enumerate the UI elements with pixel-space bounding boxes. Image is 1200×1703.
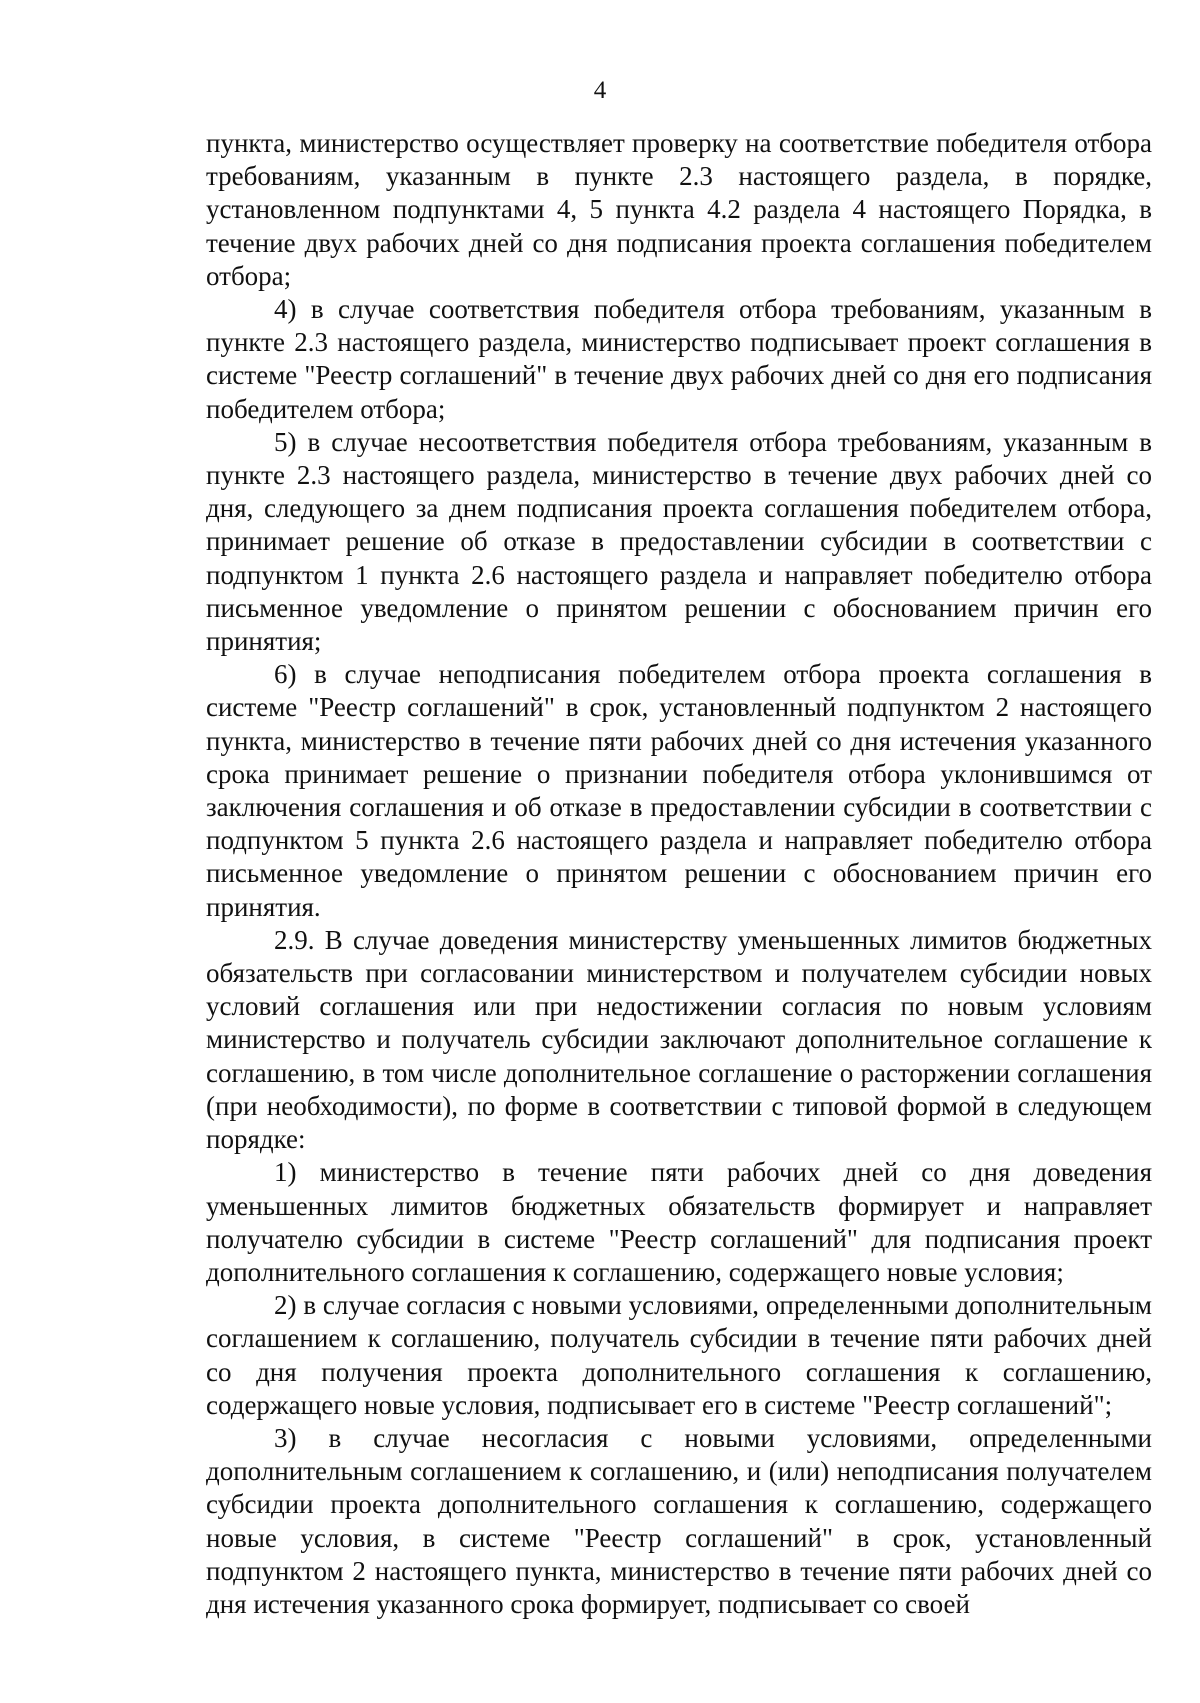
- page-number: 4: [593, 77, 607, 104]
- paragraph-continuation: пункта, министерство осуществляет проверку на соответствие победителя отбора требованиям, указанным в пункте 2.3 настоящего раздела, в порядке, установленном подпунктами 4, 5 пункта 4.2 раздела 4 настоящего Порядка, в течение двух рабочих дней со дня подписания проекта соглашения победителем отбора;: [206, 128, 1152, 291]
- paragraph-subitem-2: 2) в случае согласия с новыми условиями, определенными дополнительным соглашением к соглашению, получатель субсидии в течение пяти рабочих дней со дня получения проекта дополнительного соглашения к соглашению, содержащего новые условия, подписывает его в системе "Реестр соглашений";: [206, 1290, 1152, 1420]
- document-body: [206, 127, 1152, 1621]
- paragraph-subitem-5: 5) в случае несоответствия победителя отбора требованиям, указанным в пункте 2.3 настоящего раздела, министерство в течение двух рабочих дней со дня, следующего за днем подписания проекта соглашения победителем отбора, принимает решение об отказе в предоставлении субсидии в соответствии с подпунктом 1 пункта 2.6 настоящего раздела и направляет победителю отбора письменное уведомление о принятом решении с обоснованием причин его принятия;: [206, 426, 1152, 657]
- paragraph-subitem-3: 3) в случае несогласия с новыми условиями, определенными дополнительным соглашением к соглашению, и (или) неподписания получателем субсидии проекта дополнительного соглашения к соглашению, содержащего новые условия, в системе "Реестр соглашений" в срок, установленный подпунктом 2 настоящего пункта, министерство в течение пяти рабочих дней со дня истечения указанного срока формирует, подписывает со своей: [206, 1422, 1152, 1619]
- paragraph-subitem-1: 1) министерство в течение пяти рабочих дней со дня доведения уменьшенных лимитов бюджетных обязательств формирует и направляет получателю субсидии в системе "Реестр соглашений" для подписания проект дополнительного соглашения к соглашению, содержащего новые условия;: [206, 1157, 1152, 1287]
- paragraph-subitem-6: 6) в случае неподписания победителем отбора проекта соглашения в системе "Реестр соглашений" в срок, установленный подпунктом 2 настоящего пункта, министерство в течение пяти рабочих дней со дня истечения указанного срока принимает решение о признании победителя отбора уклонившимся от заключения соглашения и об отказе в предоставлении субсидии в соответствии с подпунктом 5 пункта 2.6 настоящего раздела и направляет победителю отбора письменное уведомление о принятом решении с обоснованием причин его принятия.: [206, 659, 1152, 922]
- paragraph-section-2-9: 2.9. В случае доведения министерству уменьшенных лимитов бюджетных обязательств при согласовании министерством и получателем субсидии новых условий соглашения или при недостижении согласия по новым условиям министерство и получатель субсидии заключают дополнительное соглашение к соглашению, в том числе дополнительное соглашение о расторжении соглашения (при необходимости), по форме в соответствии с типовой формой в следующем порядке:: [206, 924, 1152, 1155]
- paragraph-subitem-4: 4) в случае соответствия победителя отбора требованиям, указанным в пункте 2.3 настоящего раздела, министерство подписывает проект соглашения в системе "Реестр соглашений" в течение двух рабочих дней со дня его подписания победителем отбора;: [206, 294, 1152, 424]
